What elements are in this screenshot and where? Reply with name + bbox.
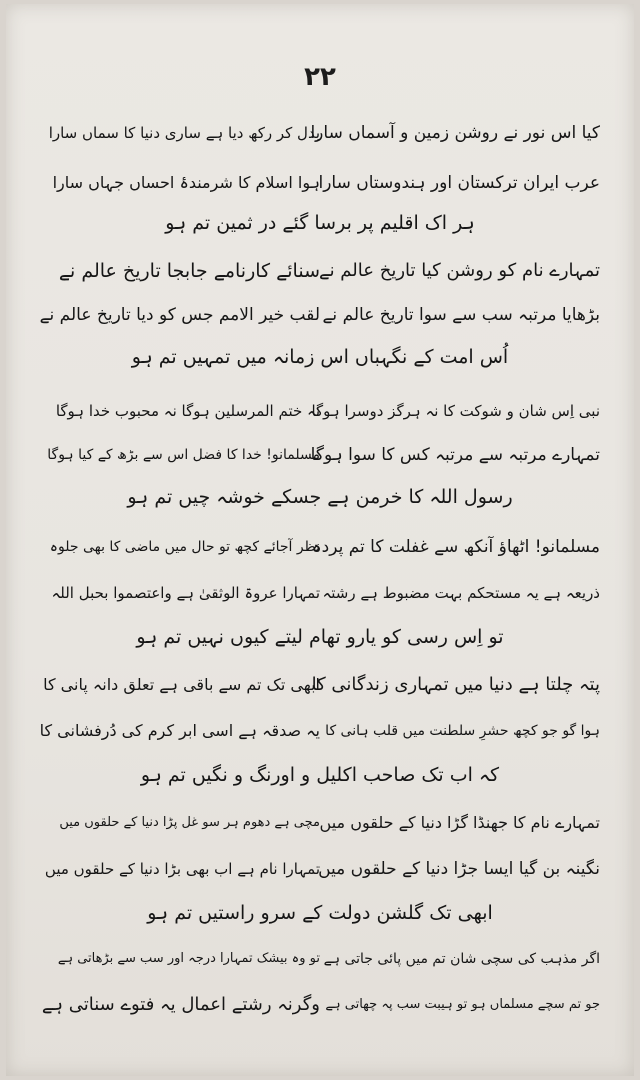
verse-line: وگرنہ رشتے اعمال یہ فتوے سناتی ہے <box>41 994 320 1015</box>
verse-line: ابھی تک تم سے باقی ہے تعلق دانہ پانی کا <box>43 675 320 694</box>
verse-line: ہوا گو جو کچھ حشرِ سلطنت میں قلب ہانی کا <box>325 723 600 739</box>
refrain-line: رسول اللہ کا خرمن ہے جسکے خوشہ چیں تم ہو <box>127 486 513 508</box>
verse-line: تمہارے مرتبہ سے مرتبہ کس کا سوا ہوگا <box>310 445 600 465</box>
verse-line: کیا اس نور نے روشن زمین و آسماں سارا <box>310 123 600 143</box>
verse-line: نگینہ بن گیا ایسا جڑا دنیا کے حلقوں میں <box>318 859 600 879</box>
verse-line: نظر آجائے کچھ تو حال میں ماضی کا بھی جلوہ <box>49 539 320 555</box>
refrain-line: تو اِس رسی کو یارو تھام لیتے کیوں نہیں تم ہو <box>136 626 504 648</box>
verse-line: مسلمانو! اٹھاؤ آنکھ سے غفلت کا تم پردہ <box>311 537 600 557</box>
verse-line: سنائے کارنامے جابجا تاریخ عالم نے <box>58 260 320 282</box>
verse-line: مسلمانو! خدا کا فضل اس سے بڑھ کے کیا ہوگا <box>47 447 320 463</box>
verse-line: ہوا اسلام کا شرمندۂ احساں جہاں سارا <box>52 173 320 192</box>
refrain-line: ابھی تک گلشن دولت کے سرو راستیں تم ہو <box>147 902 493 924</box>
verse-line: تو وہ بیشک تمہارا درجہ اور سب سے بڑھاتی ہے <box>57 951 320 966</box>
verse-line: ذریعہ ہے یہ مستحکم بہت مضبوط ہے رشتہ <box>322 584 600 602</box>
refrain-line: ہر اک اقلیم پر برسا گئے در ثمین تم ہو <box>165 212 475 234</box>
verse-line: تمہارے نام کو روشن کیا تاریخ عالم نے <box>319 260 600 281</box>
page-number: ۲۲ <box>304 62 336 92</box>
verse-line: نہ ختم المرسلین ہوگا نہ محبوب خدا ہوگا <box>55 402 320 420</box>
verse-line: بدل کر رکھ دیا ہے ساری دنیا کا سماں سارا <box>48 124 320 142</box>
verse-line: نبی اِس شان و شوکت کا نہ ہرگز دوسرا ہوگا <box>311 402 600 420</box>
refrain-line: اُس امت کے نگہباں اس زمانہ میں تمہیں تم ہو <box>131 346 509 368</box>
verse-line: مچی ہے دھوم ہر سو غل پڑا دنیا کے حلقوں میں <box>59 815 320 830</box>
verse-line: تمہارا عروۃ الوثقیٰ ہے واعتصموا بحبل اللہ <box>51 584 320 602</box>
verse-line: بڑھایا مرتبہ سب سے سوا تاریخ عالم نے <box>322 305 600 325</box>
verse-line: تمہارے نام کا جھنڈا گڑا دنیا کے حلقوں میں <box>319 813 600 832</box>
verse-line: عرب ایران ترکستان اور ہندوستاں سارا <box>318 173 600 193</box>
verse-line: اگر مذہب کی سچی شان تم میں پائی جاتی ہے <box>323 951 600 967</box>
verse-line: تمہارا نام ہے اب بھی بڑا دنیا کے حلقوں میں <box>44 860 320 878</box>
refrain-line: کہ اب تک صاحب اکلیل و اورنگ و نگیں تم ہو <box>140 764 500 786</box>
verse-line: یہ صدقہ ہے اسی ابر کرم کی دُرفشانی کا <box>39 721 320 740</box>
verse-line: لقب خیر الامم جس کو دیا تاریخ عالم نے <box>39 305 320 325</box>
verse-line: جو تم سچے مسلماں ہو تو ہیبت سب پہ چھاتی ہے <box>325 997 600 1012</box>
verse-line: پتہ چلتا ہے دنیا میں تمہاری زندگانی کا <box>311 674 600 695</box>
